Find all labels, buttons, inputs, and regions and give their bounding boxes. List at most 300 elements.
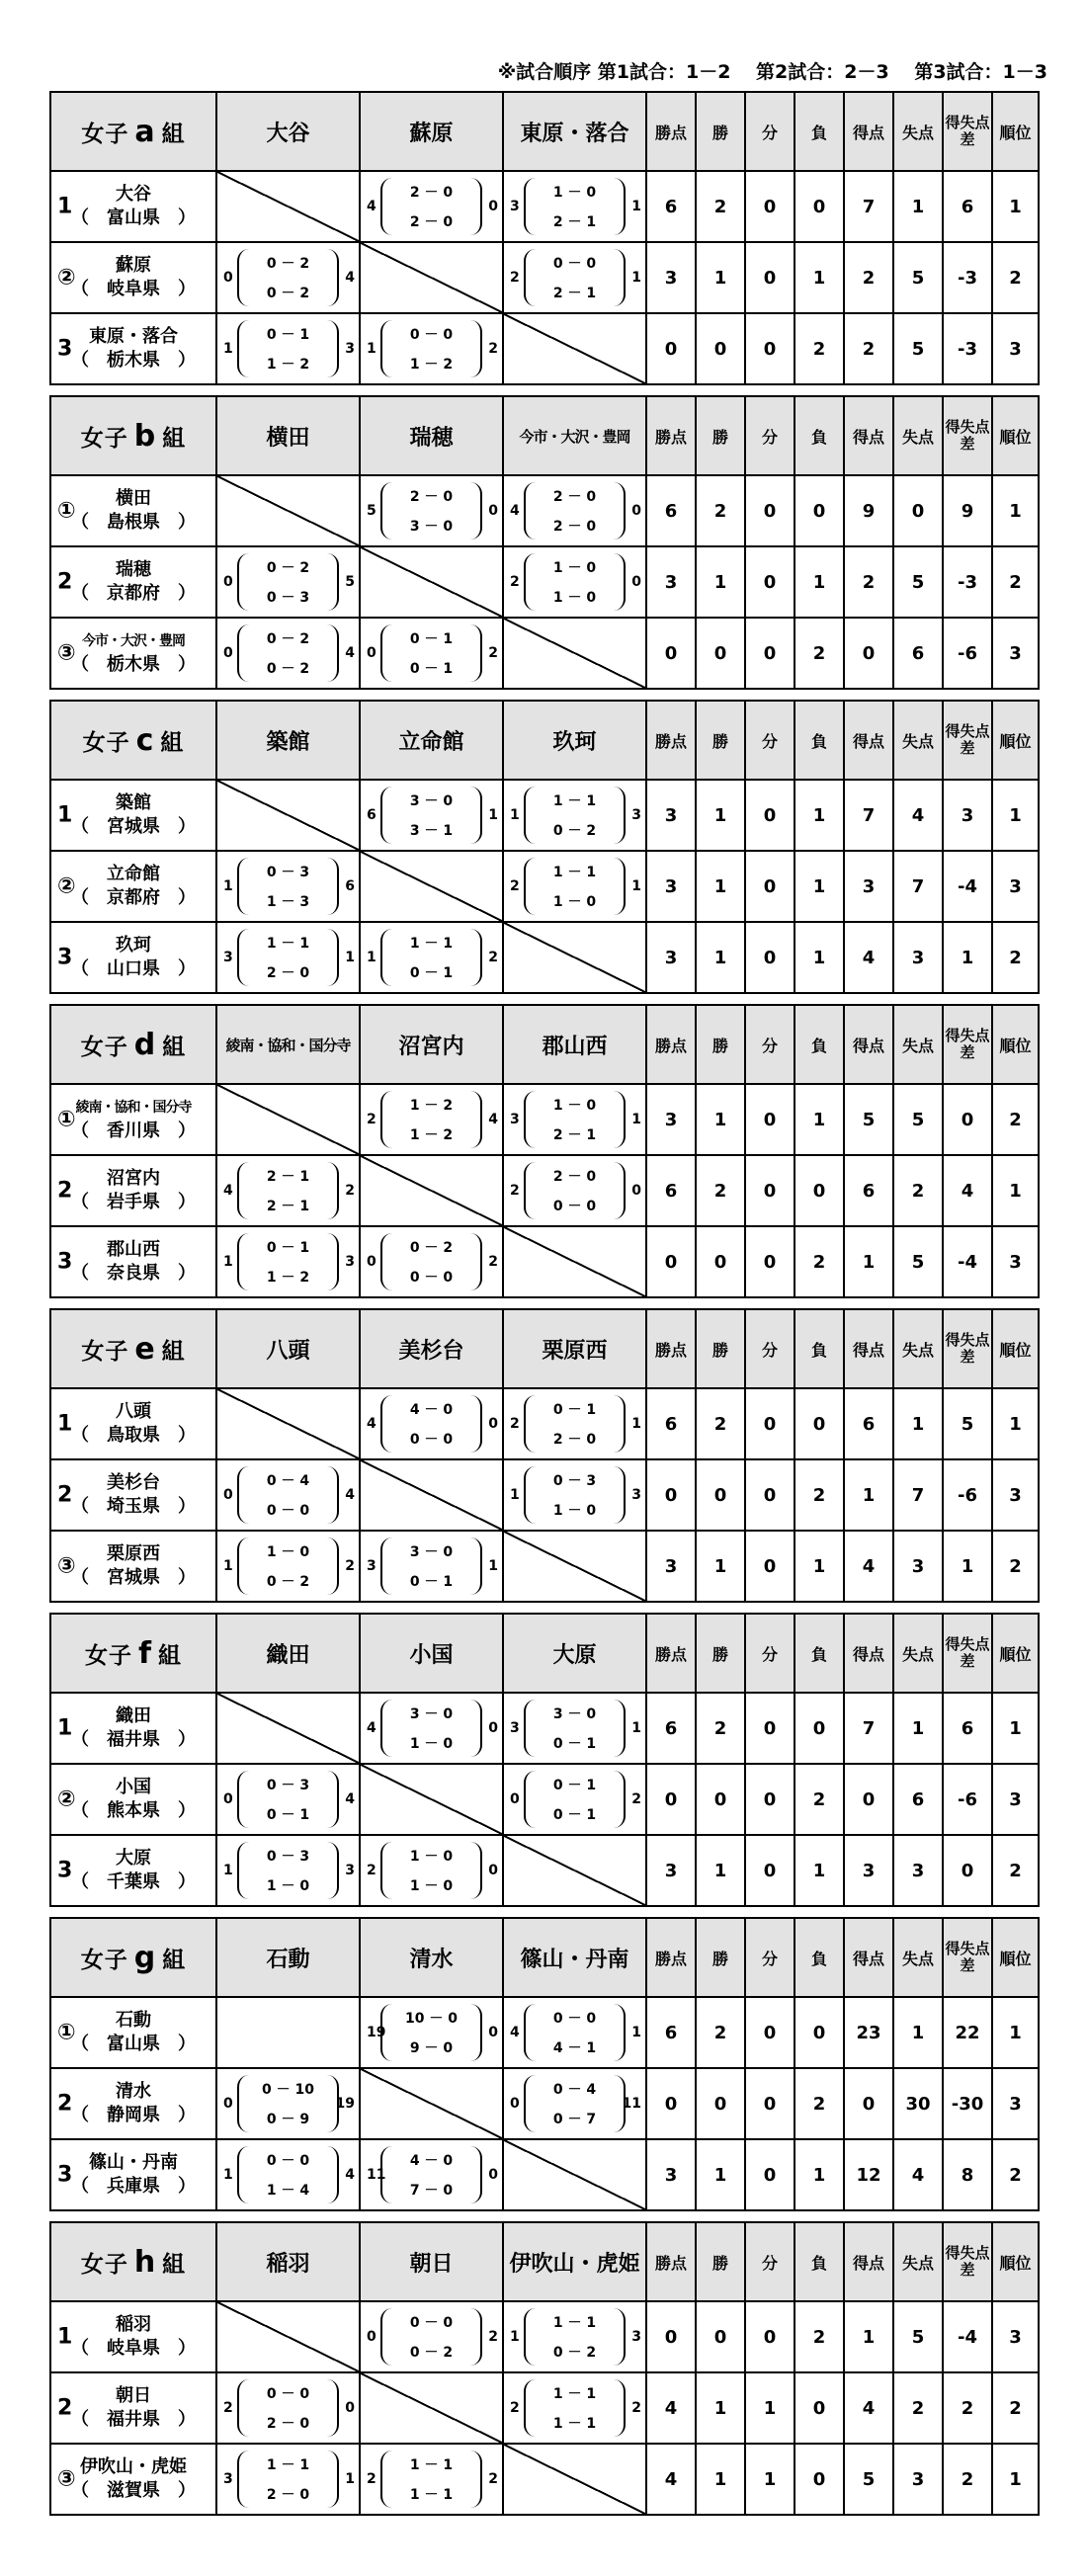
team-row — [50, 780, 1039, 851]
stat-header: 勝 — [696, 1614, 745, 1693]
goals-for: 4 — [367, 1720, 376, 1736]
group-letter: c — [135, 722, 155, 758]
stat-value: 2 — [794, 1764, 844, 1835]
match-result — [216, 2139, 360, 2210]
stat-header: 勝 — [696, 1918, 745, 1997]
team-row — [50, 546, 1039, 618]
team-prefecture: （ 千葉県 ） — [71, 1871, 196, 1892]
second-half-score: 0 － 9 — [266, 2112, 310, 2127]
column-team-header: 美杉台 — [360, 1309, 503, 1388]
column-team-header: 朝日 — [360, 2222, 503, 2301]
half-scores — [524, 178, 626, 235]
stat-value: 0 — [745, 922, 794, 993]
team-prefecture: （ 富山県 ） — [71, 2034, 196, 2054]
team-prefecture: （ 宮城県 ） — [71, 816, 196, 837]
stat-value: 0 — [745, 2139, 794, 2210]
stat-value: 1 — [696, 1084, 745, 1155]
second-half-score: 0 － 1 — [409, 661, 454, 677]
stat-value: 1 — [992, 780, 1039, 851]
stat-header: 順位 — [992, 1614, 1039, 1693]
stat-value: 0 — [745, 171, 794, 242]
first-half-score: 0 － 4 — [552, 2082, 597, 2098]
stat-value: 0 — [794, 2372, 844, 2444]
team-name: 大谷 — [116, 184, 151, 205]
stat-value: 3 — [844, 1835, 893, 1906]
team-cell — [50, 1997, 216, 2068]
team-row — [50, 1693, 1039, 1764]
stat-value: 0 — [646, 2301, 696, 2372]
first-half-score: 1 － 0 — [552, 185, 597, 201]
stat-value: 0 — [646, 2068, 696, 2139]
first-half-score: 0 － 0 — [552, 2011, 597, 2027]
second-half-score: 1 － 3 — [266, 894, 310, 910]
stat-header: 勝点 — [646, 701, 696, 780]
goals-against: 1 — [631, 270, 641, 286]
first-half-score: 3 － 0 — [552, 1706, 597, 1722]
half-scores — [237, 1771, 339, 1828]
match-result — [503, 475, 646, 546]
half-scores — [380, 1091, 482, 1148]
stat-value: 1 — [943, 922, 992, 993]
match-result — [360, 1226, 503, 1297]
stat-value: 0 — [745, 1997, 794, 2068]
team-cell — [50, 1388, 216, 1459]
self-match-cell — [360, 2372, 503, 2444]
match-result — [216, 242, 360, 313]
team-name: 沼宮内 — [107, 1168, 160, 1189]
team-row — [50, 922, 1039, 993]
stat-value: 3 — [646, 1835, 696, 1906]
match-result — [216, 1155, 360, 1226]
half-scores — [380, 1842, 482, 1899]
team-prefecture: （ 宮城県 ） — [71, 1567, 196, 1588]
stat-value: 1 — [696, 851, 745, 922]
stat-value: 7 — [844, 780, 893, 851]
team-cell — [50, 1155, 216, 1226]
rank-mark: 1 — [57, 2324, 73, 2350]
goals-against: 5 — [345, 574, 355, 590]
stat-header: 分 — [745, 1614, 794, 1693]
team-prefecture: （ 静岡県 ） — [71, 2105, 196, 2125]
stat-value: 0 — [794, 1997, 844, 2068]
goals-for: 0 — [510, 2096, 520, 2112]
first-half-score: 0 － 4 — [266, 1473, 310, 1489]
column-team-header: 小国 — [360, 1614, 503, 1693]
goals-for: 2 — [367, 1112, 376, 1127]
stat-value: 3 — [992, 618, 1039, 689]
stat-value: -6 — [943, 1764, 992, 1835]
stat-header: 分 — [745, 1005, 794, 1084]
stat-header: 勝点 — [646, 396, 696, 475]
stat-value: 4 — [844, 922, 893, 993]
column-team-header: 郡山西 — [503, 1005, 646, 1084]
second-half-score: 1 － 0 — [552, 1503, 597, 1519]
stat-value: 0 — [745, 1531, 794, 1602]
self-match-cell — [360, 1459, 503, 1531]
team-cell — [50, 780, 216, 851]
stat-value: 4 — [893, 2139, 943, 2210]
first-half-score: 0 － 3 — [552, 1473, 597, 1489]
stat-header: 負 — [794, 701, 844, 780]
stat-value: 1 — [992, 1155, 1039, 1226]
team-name: 大原 — [116, 1848, 151, 1869]
goals-against: 0 — [488, 1720, 498, 1736]
stat-value: 3 — [992, 851, 1039, 922]
team-cell — [50, 2444, 216, 2515]
stat-value: 3 — [893, 1531, 943, 1602]
half-scores — [524, 482, 626, 540]
self-match-cell — [503, 1226, 646, 1297]
rank-mark: 2 — [57, 2091, 73, 2117]
first-half-score: 1 － 0 — [552, 560, 597, 576]
rank-mark: 3 — [57, 336, 73, 362]
team-name: 玖珂 — [116, 935, 151, 956]
match-result — [503, 1084, 646, 1155]
goals-for: 6 — [367, 807, 376, 823]
team-name: 篠山・丹南 — [89, 2152, 178, 2173]
stat-value: 2 — [893, 2372, 943, 2444]
stat-header: 勝 — [696, 92, 745, 171]
goals-against: 3 — [631, 807, 641, 823]
self-match-cell — [216, 1693, 360, 1764]
self-match-cell — [216, 2301, 360, 2372]
group-table — [49, 700, 1040, 994]
team-cell — [50, 475, 216, 546]
match-result — [360, 618, 503, 689]
stat-value: 0 — [745, 475, 794, 546]
stat-value: -3 — [943, 242, 992, 313]
team-prefecture: （ 岩手県 ） — [71, 1192, 196, 1212]
goals-against: 2 — [488, 2471, 498, 2487]
team-cell — [50, 1084, 216, 1155]
stat-header: 得失点差 — [943, 2222, 992, 2301]
stat-value: -3 — [943, 546, 992, 618]
stat-value: 0 — [646, 1764, 696, 1835]
goals-for: 19 — [367, 2025, 386, 2040]
first-half-score: 2 － 1 — [266, 1169, 310, 1185]
half-scores — [237, 1842, 339, 1899]
header-row — [50, 92, 1039, 171]
self-match-cell — [216, 1388, 360, 1459]
goals-for: 2 — [367, 1863, 376, 1878]
self-match-cell — [503, 2139, 646, 2210]
column-team-header: 綾南・協和・国分寺 — [216, 1005, 360, 1084]
goals-for: 2 — [510, 270, 520, 286]
stat-header: 分 — [745, 396, 794, 475]
first-half-score: 1 － 1 — [266, 936, 310, 952]
stat-value: -4 — [943, 1226, 992, 1297]
goals-for: 3 — [510, 1112, 520, 1127]
stat-value: 1 — [794, 1084, 844, 1155]
goals-against: 4 — [345, 645, 355, 661]
stat-header: 得点 — [844, 396, 893, 475]
rank-mark: ① — [57, 498, 76, 524]
group-letter: e — [134, 1331, 156, 1367]
stat-value: 6 — [844, 1155, 893, 1226]
second-half-score: 0 － 2 — [266, 1574, 310, 1590]
goals-for: 0 — [367, 2329, 376, 2345]
second-half-score: 0 － 1 — [409, 1574, 454, 1590]
stat-value: 1 — [696, 780, 745, 851]
match-result — [360, 313, 503, 384]
second-half-score: 1 － 2 — [266, 1270, 310, 1286]
stat-value: 2 — [696, 1693, 745, 1764]
stat-value: 3 — [646, 922, 696, 993]
rank-mark: 3 — [57, 2162, 73, 2188]
team-row — [50, 475, 1039, 546]
match-result — [503, 1459, 646, 1531]
group-d — [49, 1004, 1038, 1298]
stat-value: 0 — [943, 1835, 992, 1906]
stat-value: 5 — [893, 313, 943, 384]
half-scores — [380, 482, 482, 540]
column-team-header: 織田 — [216, 1614, 360, 1693]
team-row — [50, 1155, 1039, 1226]
goals-for: 0 — [223, 645, 233, 661]
stat-value: 0 — [794, 1155, 844, 1226]
stat-value: 0 — [696, 1226, 745, 1297]
second-half-score: 0 － 7 — [552, 2112, 597, 2127]
match-result — [360, 2301, 503, 2372]
stat-value: 0 — [794, 2444, 844, 2515]
rank-mark: 2 — [57, 1482, 73, 1508]
group-name — [50, 396, 216, 475]
stat-value: 30 — [893, 2068, 943, 2139]
group-suffix: 組 — [161, 1338, 186, 1365]
column-team-header: 清水 — [360, 1918, 503, 1997]
stat-value: 6 — [943, 1693, 992, 1764]
stat-value: 2 — [696, 1155, 745, 1226]
stat-value: 2 — [943, 2372, 992, 2444]
match-result — [360, 171, 503, 242]
stat-value: 0 — [745, 313, 794, 384]
team-name: 八頭 — [116, 1401, 151, 1422]
rank-mark: 1 — [57, 1715, 73, 1741]
half-scores — [380, 1233, 482, 1290]
goals-for: 0 — [223, 1791, 233, 1807]
team-row — [50, 1084, 1039, 1155]
stat-header: 得点 — [844, 1005, 893, 1084]
second-half-score: 2 － 1 — [552, 1127, 597, 1143]
half-scores — [380, 2451, 482, 2508]
stat-value: 1 — [992, 1388, 1039, 1459]
goals-for: 4 — [510, 2025, 520, 2040]
goals-for: 5 — [367, 503, 376, 519]
second-half-score: 2 － 0 — [552, 1432, 597, 1448]
rank-mark: ② — [57, 265, 76, 291]
group-table — [49, 1613, 1040, 1907]
goals-against: 1 — [345, 950, 355, 965]
group-prefix: 女子 — [80, 2251, 128, 2278]
team-prefecture: （ 香川県 ） — [71, 1121, 196, 1141]
team-prefecture: （ 福井県 ） — [71, 2409, 196, 2430]
half-scores — [524, 2308, 626, 2366]
group-prefix: 女子 — [81, 121, 129, 147]
stat-value: 6 — [646, 171, 696, 242]
rank-mark: ② — [57, 1787, 76, 1812]
goals-for: 2 — [510, 574, 520, 590]
team-prefecture: （ 栃木県 ） — [71, 350, 196, 371]
stat-value: 0 — [745, 780, 794, 851]
goals-against: 2 — [345, 1183, 355, 1199]
team-row — [50, 1459, 1039, 1531]
half-scores — [524, 2075, 626, 2132]
goals-against: 1 — [345, 2471, 355, 2487]
goals-against: 0 — [488, 199, 498, 214]
goals-against: 0 — [488, 2167, 498, 2183]
stat-value: 5 — [893, 2301, 943, 2372]
stat-header: 得失点差 — [943, 701, 992, 780]
stat-value: 5 — [893, 1084, 943, 1155]
team-cell — [50, 1835, 216, 1906]
stat-value: 1 — [794, 922, 844, 993]
first-half-score: 0 － 2 — [266, 560, 310, 576]
column-team-header: 沼宮内 — [360, 1005, 503, 1084]
team-name: 郡山西 — [107, 1239, 160, 1260]
stat-header: 勝点 — [646, 1309, 696, 1388]
half-scores — [380, 2146, 482, 2203]
stat-value: 0 — [745, 1155, 794, 1226]
stat-value: 5 — [943, 1388, 992, 1459]
goals-against: 11 — [622, 2096, 641, 2112]
stat-header: 負 — [794, 1614, 844, 1693]
half-scores — [524, 1466, 626, 1524]
team-cell — [50, 1459, 216, 1531]
stat-value: 2 — [794, 618, 844, 689]
group-c — [49, 700, 1038, 994]
goals-for: 1 — [223, 2167, 233, 2183]
group-name — [50, 1005, 216, 1084]
goals-for: 1 — [510, 1487, 520, 1503]
self-match-cell — [216, 475, 360, 546]
column-team-header: 玖珂 — [503, 701, 646, 780]
group-suffix: 組 — [158, 1642, 183, 1669]
goals-against: 2 — [345, 1558, 355, 1574]
stat-header: 分 — [745, 1918, 794, 1997]
stat-value: 3 — [992, 313, 1039, 384]
stat-value: 3 — [992, 1226, 1039, 1297]
half-scores — [237, 320, 339, 377]
goals-for: 1 — [510, 2329, 520, 2345]
goals-for: 0 — [223, 574, 233, 590]
first-half-score: 0 － 0 — [552, 256, 597, 272]
stat-value: 22 — [943, 1997, 992, 2068]
goals-against: 4 — [345, 2167, 355, 2183]
stat-value: 4 — [844, 1531, 893, 1602]
stat-header: 負 — [794, 396, 844, 475]
goals-for: 1 — [223, 878, 233, 894]
group-table — [49, 2221, 1040, 2516]
match-result — [503, 546, 646, 618]
goals-against: 3 — [345, 1254, 355, 1270]
stat-value: 3 — [943, 780, 992, 851]
stat-header: 勝 — [696, 1005, 745, 1084]
stat-value: 2 — [992, 1531, 1039, 1602]
goals-against: 19 — [335, 2096, 355, 2112]
half-scores — [524, 1700, 626, 1757]
rank-mark: 3 — [57, 945, 73, 970]
team-name: 織田 — [116, 1705, 151, 1726]
stat-header: 勝点 — [646, 92, 696, 171]
half-scores — [237, 929, 339, 986]
first-half-score: 3 － 0 — [409, 1706, 454, 1722]
stat-header: 勝点 — [646, 1614, 696, 1693]
team-cell — [50, 1531, 216, 1602]
rank-mark: ③ — [57, 2466, 76, 2492]
stat-value: 2 — [794, 2301, 844, 2372]
second-half-score: 0 － 0 — [552, 1199, 597, 1214]
stat-value: 0 — [745, 1764, 794, 1835]
second-half-score: 1 － 2 — [266, 357, 310, 373]
group-prefix: 女子 — [82, 729, 130, 756]
goals-against: 2 — [488, 950, 498, 965]
stat-value: 3 — [992, 2301, 1039, 2372]
stat-value: 7 — [844, 1693, 893, 1764]
stat-value: 0 — [696, 2068, 745, 2139]
stat-value: -30 — [943, 2068, 992, 2139]
stat-header: 順位 — [992, 1918, 1039, 1997]
match-result — [216, 1764, 360, 1835]
stat-value: 1 — [696, 242, 745, 313]
half-scores — [380, 178, 482, 235]
stat-value: 1 — [992, 1997, 1039, 2068]
stat-header: 順位 — [992, 1005, 1039, 1084]
stat-header: 順位 — [992, 1309, 1039, 1388]
goals-for: 2 — [510, 2400, 520, 2416]
column-team-header: 築館 — [216, 701, 360, 780]
stat-value: 0 — [745, 1388, 794, 1459]
half-scores — [380, 624, 482, 682]
stat-value: 3 — [646, 780, 696, 851]
first-half-score: 0 － 3 — [266, 1849, 310, 1865]
second-half-score: 2 － 0 — [552, 519, 597, 535]
team-name: 立命館 — [107, 864, 160, 884]
half-scores — [237, 2451, 339, 2508]
group-letter: b — [133, 418, 157, 454]
group-letter: f — [137, 1635, 153, 1671]
self-match-cell — [503, 313, 646, 384]
stat-value: -4 — [943, 851, 992, 922]
stat-value: 2 — [992, 1835, 1039, 1906]
team-prefecture: （ 滋賀県 ） — [71, 2480, 196, 2501]
team-row — [50, 2068, 1039, 2139]
first-half-score: 1 － 2 — [409, 1098, 454, 1114]
group-table — [49, 395, 1040, 690]
stat-header: 順位 — [992, 396, 1039, 475]
stat-value: 5 — [844, 2444, 893, 2515]
match-result — [216, 1531, 360, 1602]
first-half-score: 1 － 1 — [409, 2457, 454, 2473]
second-half-score: 0 － 0 — [409, 1270, 454, 1286]
team-cell — [50, 1764, 216, 1835]
stat-value: 4 — [646, 2444, 696, 2515]
stat-value: 3 — [992, 2068, 1039, 2139]
stat-value: 2 — [794, 1459, 844, 1531]
team-prefecture: （ 福井県 ） — [71, 1729, 196, 1750]
match-result — [360, 1997, 503, 2068]
stat-value: 2 — [844, 242, 893, 313]
stat-header: 負 — [794, 1309, 844, 1388]
goals-against: 3 — [631, 1487, 641, 1503]
stat-value: 2 — [992, 546, 1039, 618]
goals-against: 2 — [488, 2329, 498, 2345]
stat-value: 2 — [992, 922, 1039, 993]
first-half-score: 1 － 0 — [409, 1849, 454, 1865]
goals-against: 2 — [631, 2400, 641, 2416]
first-half-score: 1 － 1 — [552, 793, 597, 809]
team-prefecture: （ 奈良県 ） — [71, 1263, 196, 1284]
goals-against: 3 — [631, 2329, 641, 2345]
